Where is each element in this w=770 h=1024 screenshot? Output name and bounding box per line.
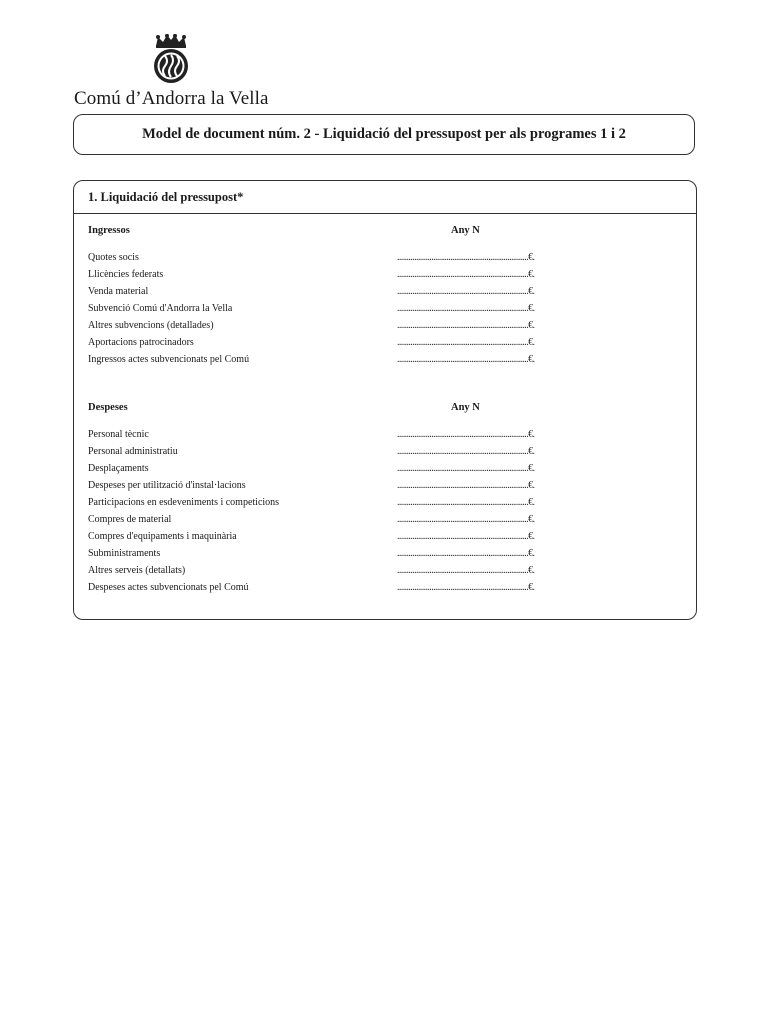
table-row bbox=[88, 582, 688, 596]
table-row bbox=[88, 514, 688, 528]
coat-of-arms-icon bbox=[150, 34, 192, 84]
row-label: Subministraments bbox=[88, 548, 161, 559]
row-label: Ingressos actes subvencionats pel Comú bbox=[88, 354, 250, 365]
table-row bbox=[88, 354, 688, 368]
table-row bbox=[88, 252, 688, 266]
row-label: Despeses per utilització d'instal·lacions bbox=[88, 480, 246, 491]
row-label: Aportacions patrocinadors bbox=[88, 337, 194, 348]
row-label: Despeses actes subvencionats pel Comú bbox=[88, 582, 249, 593]
budget-section bbox=[73, 180, 697, 620]
amount-field[interactable]: .....................................................................€. bbox=[397, 446, 535, 457]
amount-field[interactable]: .....................................................................€. bbox=[397, 497, 535, 508]
despeses-column-header: Any N bbox=[451, 402, 480, 413]
row-label: Altres serveis (detallats) bbox=[88, 565, 186, 576]
document-title: Model de document núm. 2 - Liquidació del pressupost per als programes 1 i 2 bbox=[142, 126, 626, 142]
table-row bbox=[88, 497, 688, 511]
amount-field[interactable]: .....................................................................€. bbox=[397, 354, 535, 365]
row-label: Subvenció Comú d'Andorra la Vella bbox=[88, 303, 233, 314]
table-row bbox=[88, 446, 688, 460]
amount-field[interactable]: .....................................................................€. bbox=[397, 531, 535, 542]
row-label: Compres d'equipaments i maquinària bbox=[88, 531, 237, 542]
amount-field[interactable]: .....................................................................€. bbox=[397, 320, 535, 331]
row-label: Altres subvencions (detallades) bbox=[88, 320, 214, 331]
table-row bbox=[88, 429, 688, 443]
table-row bbox=[88, 531, 688, 545]
amount-field[interactable]: .....................................................................€. bbox=[397, 429, 535, 440]
row-label: Desplaçaments bbox=[88, 463, 149, 474]
table-row bbox=[88, 480, 688, 494]
row-label: Personal tècnic bbox=[88, 429, 149, 440]
table-row bbox=[88, 463, 688, 477]
amount-field[interactable]: .....................................................................€. bbox=[397, 286, 535, 297]
document-title-box bbox=[73, 114, 695, 155]
amount-field[interactable]: .....................................................................€. bbox=[397, 252, 535, 263]
despeses-heading: Despeses bbox=[88, 402, 128, 413]
table-row bbox=[88, 320, 688, 334]
row-label: Personal administratiu bbox=[88, 446, 178, 457]
ingressos-column-header: Any N bbox=[451, 225, 480, 236]
amount-field[interactable]: .....................................................................€. bbox=[397, 480, 535, 491]
row-label: Venda material bbox=[88, 286, 149, 297]
amount-field[interactable]: .....................................................................€. bbox=[397, 463, 535, 474]
table-row bbox=[88, 337, 688, 351]
amount-field[interactable]: .....................................................................€. bbox=[397, 514, 535, 525]
amount-field[interactable]: .....................................................................€. bbox=[397, 337, 535, 348]
table-row bbox=[88, 286, 688, 300]
table-row bbox=[88, 565, 688, 579]
table-row bbox=[88, 269, 688, 283]
table-row bbox=[88, 548, 688, 562]
row-label: Quotes socis bbox=[88, 252, 139, 263]
organization-name: Comú d’Andorra la Vella bbox=[74, 88, 269, 109]
table-row bbox=[88, 303, 688, 317]
ingressos-heading: Ingressos bbox=[88, 225, 130, 236]
row-label: Participacions en esdeveniments i competicions bbox=[88, 497, 280, 508]
amount-field[interactable]: .....................................................................€. bbox=[397, 582, 535, 593]
row-label: Llicències federats bbox=[88, 269, 164, 280]
section-header bbox=[74, 181, 696, 214]
amount-field[interactable]: .....................................................................€. bbox=[397, 548, 535, 559]
amount-field[interactable]: .....................................................................€. bbox=[397, 565, 535, 576]
row-label: Compres de material bbox=[88, 514, 172, 525]
section-title: 1. Liquidació del pressupost* bbox=[88, 189, 244, 204]
amount-field[interactable]: .....................................................................€. bbox=[397, 269, 535, 280]
amount-field[interactable]: .....................................................................€. bbox=[397, 303, 535, 314]
